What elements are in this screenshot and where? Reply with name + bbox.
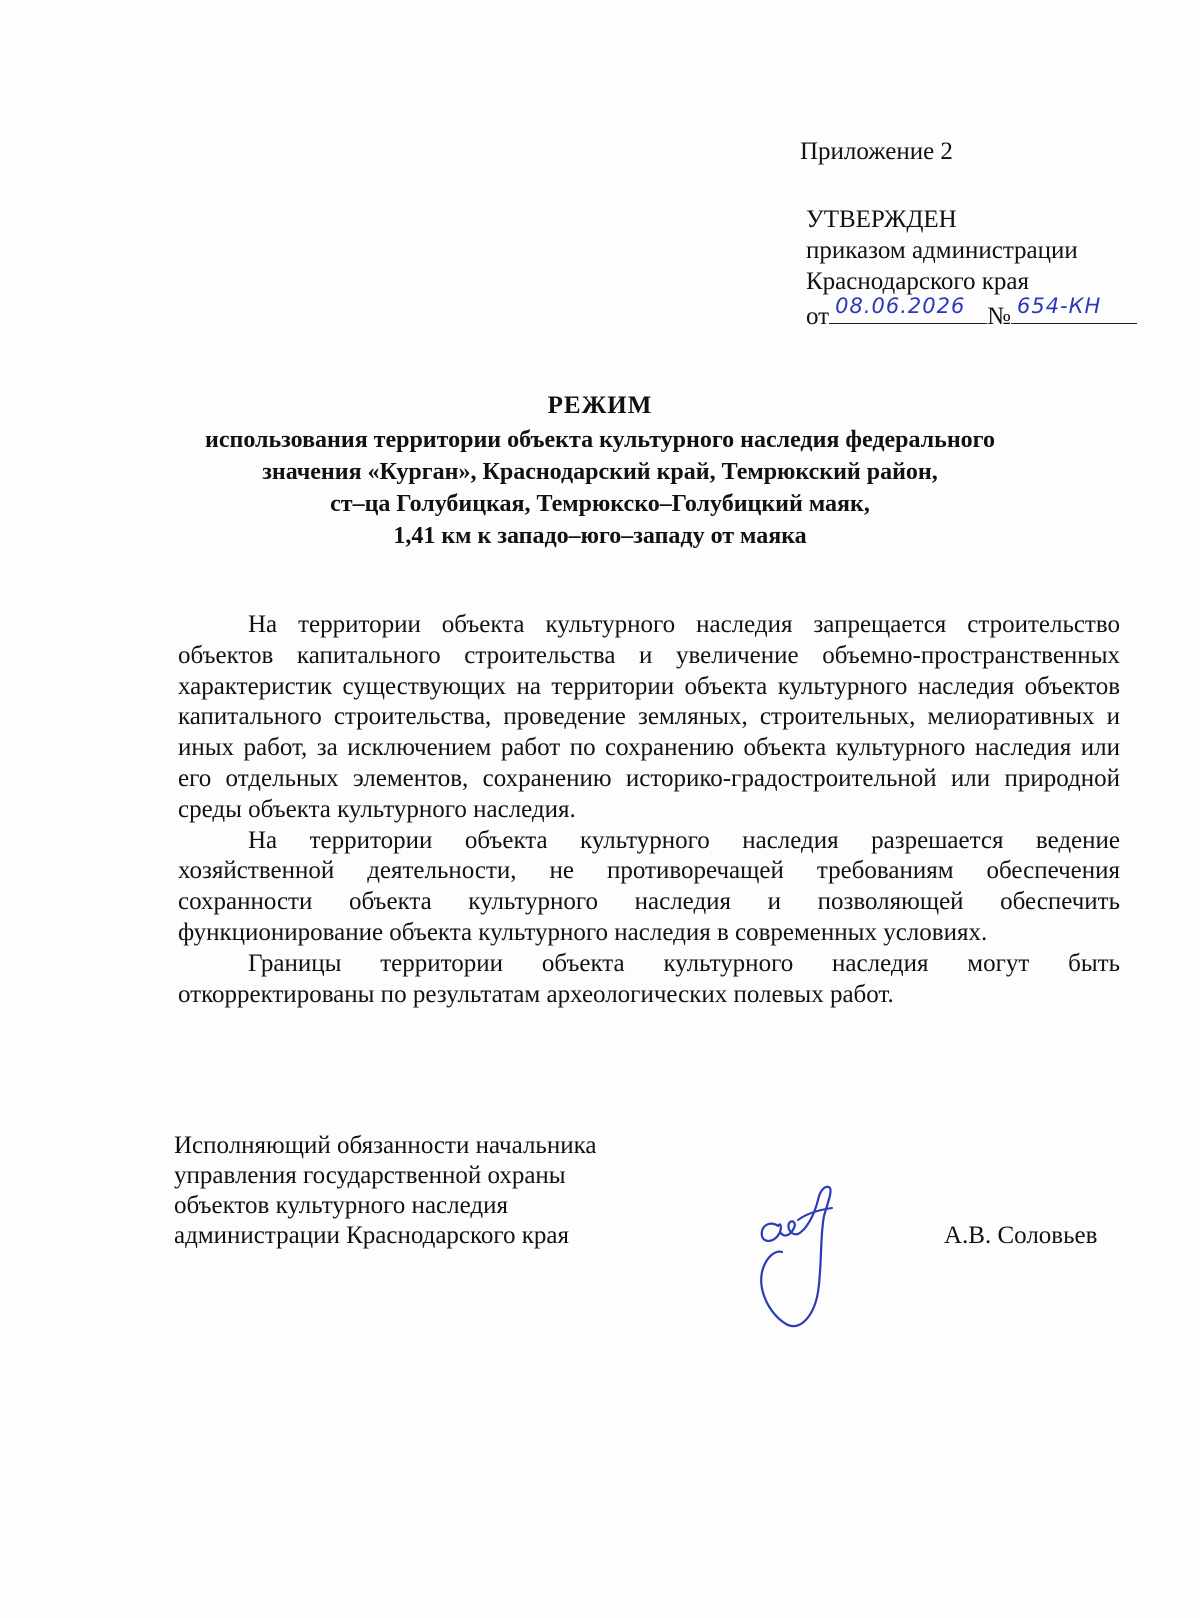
title-line: использования территории объекта культурного наследия федерального	[205, 427, 995, 453]
title-line: значения «Курган», Краснодарский край, Темрюкский район,	[262, 459, 938, 485]
approval-line-2: Краснодарского края	[806, 268, 1029, 295]
title-line: ст–ца Голубицкая, Темрюкско–Голубицкий маяк,	[330, 491, 870, 517]
title-line: 1,41 км к западо–юго–западу от маяка	[393, 523, 807, 549]
document-body	[178, 610, 1120, 1010]
approval-number-label: №	[987, 303, 1011, 330]
document-title	[150, 390, 1050, 552]
signatory-position-line: администрации Краснодарского края	[174, 1222, 570, 1249]
approval-date-handwritten: 08.06.2026	[835, 294, 966, 318]
title-main: РЕЖИМ	[547, 392, 653, 419]
handwritten-signature	[748, 1180, 868, 1340]
signatory-position-line: объектов культурного наследия	[174, 1192, 508, 1219]
approval-from-label: от	[806, 303, 830, 330]
approval-line-1: приказом администрации	[806, 237, 1078, 264]
appendix-label: Приложение 2	[800, 138, 953, 165]
signatory-position	[174, 1131, 596, 1251]
approval-date-field	[829, 294, 987, 324]
signatory-position-line: Исполняющий обязанности начальника	[174, 1132, 597, 1159]
approval-order-line	[806, 294, 1137, 332]
body-paragraph-boundaries: Границы территории объекта культурного наследия могут быть откорректированы по результатам археологических полевых работ.	[178, 949, 1120, 1008]
signatory-name: А.В. Соловьев	[944, 1222, 1098, 1249]
approval-number-field	[1011, 294, 1137, 324]
approval-number-handwritten: 654-КН	[1016, 294, 1102, 318]
approval-heading: УТВЕРЖДЕН	[806, 206, 957, 233]
body-paragraph-prohibitions: На территории объекта культурного наследия запрещается строительство объектов капитального строительства и увеличение объемно-пространственных характеристик существующих на территории объекта культурного наследия объектов капитального строительства, проведение земляных, строительных, мелиоративных и иных работ, за исключением работ по сохранению объекта культурного наследия или его отдельных элементов, сохранению историко-градостроительной или природной среды объекта культурного наследия.	[178, 611, 1120, 823]
body-paragraph-permissions: На территории объекта культурного наследия разрешается ведение хозяйственной деятельности, не противоречащей требованиям обеспечения сохранности объекта культурного наследия и позволяющей обеспечить функционирование объекта культурного наследия в современных условиях.	[178, 826, 1120, 946]
approval-stamp-block	[806, 204, 1137, 332]
signatory-position-line: управления государственной охраны	[174, 1162, 566, 1189]
